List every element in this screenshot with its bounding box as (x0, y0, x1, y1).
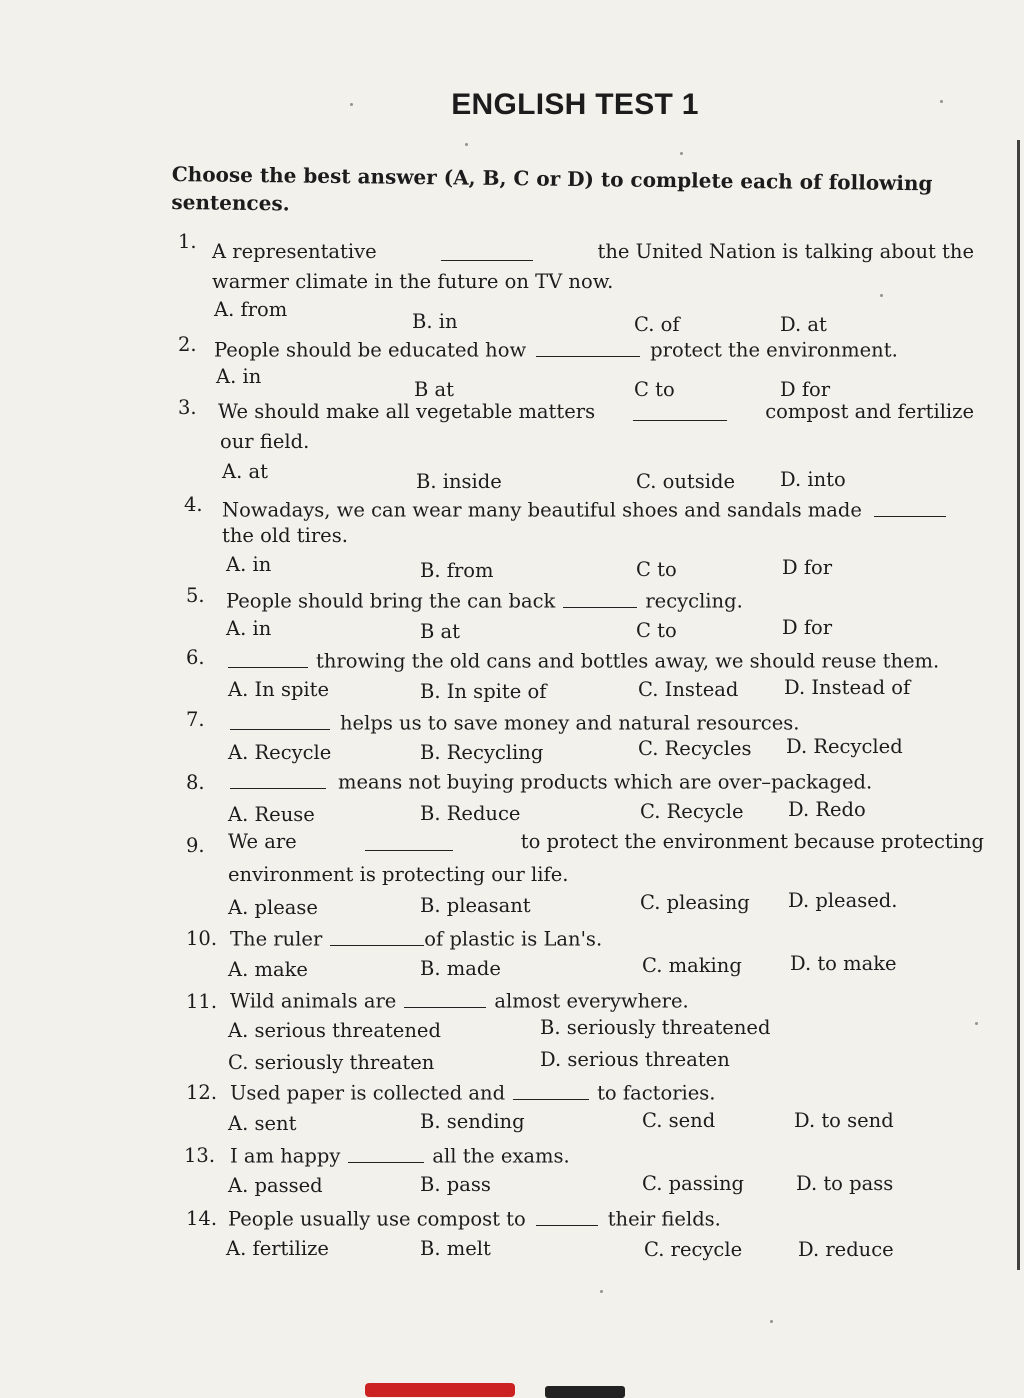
answer-blank (513, 1079, 589, 1100)
option-a: A. in (216, 365, 262, 388)
question-text: all the exams. (432, 1144, 570, 1168)
speck (600, 1290, 603, 1293)
option-b: B at (420, 620, 460, 643)
page-edge-rule (1017, 140, 1020, 1270)
answer-blank (404, 987, 486, 1008)
question-text: People usually use compost to (228, 1207, 526, 1231)
question-text: protect the environment. (650, 338, 898, 362)
question-text: to factories. (597, 1081, 716, 1105)
option-c: C. outside (636, 470, 736, 493)
instructions (171, 160, 992, 226)
question-text-line2: environment is protecting our life. (228, 863, 569, 886)
option-c: C. seriously threaten (228, 1051, 435, 1074)
speck (940, 100, 943, 103)
question-text: recycling. (645, 589, 743, 613)
option-d: D. Recycled (786, 735, 903, 758)
option-c: C. send (642, 1109, 716, 1132)
option-a: A. fertilize (226, 1237, 329, 1260)
instruction-line-1: Choose the best answer (A, B, C or D) to complete each of following (171, 161, 933, 196)
question-number: 6. (186, 646, 205, 669)
question-number: 11. (186, 990, 218, 1013)
question-number: 2. (178, 333, 197, 356)
question-text: We should make all vegetable matters (218, 400, 596, 423)
option-b: B. pass (420, 1173, 491, 1196)
option-a: A. Recycle (228, 741, 332, 764)
question-number: 13. (184, 1144, 216, 1167)
option-c: C. making (642, 954, 742, 977)
speck (680, 152, 683, 155)
option-b: B at (414, 378, 454, 401)
question-text: to protect the environment because protecting (520, 830, 984, 853)
question-number: 12. (186, 1081, 218, 1104)
option-a: A. passed (228, 1174, 323, 1197)
question-text: People should be educated how (214, 338, 527, 362)
option-d: D for (782, 616, 833, 639)
question-text: The ruler (230, 927, 323, 951)
question-text-line2: warmer climate in the future on TV now. (212, 270, 614, 293)
option-c: C to (636, 558, 677, 581)
option-c: C. Instead (638, 678, 739, 701)
question-text: Nowadays, we can wear many beautiful shoes and sandals made (222, 498, 862, 522)
option-b: B. In spite of (420, 680, 547, 703)
answer-blank (536, 1205, 598, 1226)
option-a: A. make (228, 958, 308, 981)
answer-blank (563, 587, 637, 608)
option-a: A. at (222, 460, 268, 483)
question-text: People should bring the can back (226, 589, 556, 613)
option-b: B. from (420, 559, 494, 582)
option-d: D. to pass (796, 1172, 894, 1195)
question-text: compost and fertilize (765, 400, 974, 423)
option-b: B. Reduce (420, 802, 521, 825)
option-a: A. in (226, 617, 272, 640)
option-a: A. in (226, 553, 272, 576)
question-text: I am happy (230, 1144, 341, 1168)
option-d: D. reduce (798, 1238, 894, 1261)
option-c: C to (636, 619, 677, 642)
question-text: throwing the old cans and bottles away, we should reuse them. (316, 649, 940, 673)
answer-blank (633, 400, 727, 421)
option-b: B. made (420, 957, 501, 980)
question-text: of plastic is Lan's. (424, 927, 603, 951)
option-d: D. serious threaten (540, 1048, 730, 1071)
answer-blank (365, 830, 453, 851)
question-text-line2: our field. (220, 430, 310, 453)
answer-blank (230, 768, 326, 789)
option-c: C. recycle (644, 1238, 743, 1261)
option-d: D. into (780, 468, 846, 491)
bottom-mark (545, 1386, 625, 1398)
option-d: D for (780, 378, 831, 401)
question-text: A representative (212, 240, 377, 263)
question-text: their fields. (607, 1207, 721, 1231)
instruction-line-2: sentences. (171, 189, 290, 216)
option-a: A. In spite (228, 678, 330, 701)
option-d: D. Redo (788, 798, 866, 821)
speck (770, 1320, 773, 1323)
option-d: D. pleased. (788, 889, 898, 912)
speck (465, 143, 468, 146)
option-a: A. sent (228, 1112, 297, 1135)
option-d: D. Instead of (784, 676, 911, 699)
answer-blank (441, 240, 533, 261)
option-d: D. to make (790, 952, 897, 975)
answer-blank (330, 925, 424, 946)
option-d: D for (782, 556, 833, 579)
option-a: A. Reuse (228, 803, 315, 826)
option-c: C to (634, 378, 675, 401)
option-a: A. serious threatened (228, 1019, 441, 1042)
question-number: 7. (186, 708, 205, 731)
option-b: B. sending (420, 1110, 525, 1133)
bottom-mark (365, 1383, 515, 1397)
option-b: B. inside (416, 470, 502, 493)
question-text-line2: the old tires. (222, 524, 348, 547)
answer-blank (228, 647, 308, 668)
option-c: C. of (634, 313, 680, 336)
question-number: 5. (186, 584, 205, 607)
speck (880, 294, 883, 297)
option-c: C. passing (642, 1172, 745, 1195)
speck (975, 1022, 978, 1025)
answer-blank (874, 496, 946, 517)
question-number: 10. (186, 927, 218, 950)
option-c: C. Recycles (638, 737, 752, 760)
option-a: A. please (228, 896, 318, 919)
question-text: Wild animals are (230, 989, 397, 1013)
page-title: ENGLISH TEST 1 (451, 88, 699, 121)
answer-blank (230, 709, 330, 730)
answer-blank (348, 1142, 424, 1163)
answer-blank (536, 336, 640, 357)
option-c: C. pleasing (640, 891, 750, 914)
question-text: almost everywhere. (494, 989, 689, 1013)
option-b: B. melt (420, 1237, 491, 1260)
question-number: 4. (184, 493, 203, 516)
option-a: A. from (214, 298, 288, 321)
option-d: D. to send (794, 1109, 894, 1132)
question-text: means not buying products which are over–packaged. (338, 770, 873, 794)
speck (350, 103, 353, 106)
option-b: B. pleasant (420, 894, 531, 917)
option-b: B. seriously threatened (540, 1016, 771, 1039)
question-text: helps us to save money and natural resources. (340, 711, 800, 735)
question-number: 3. (178, 396, 197, 419)
question-number: 1. (178, 230, 197, 253)
option-b: B. in (412, 310, 458, 333)
question-text: We are (228, 830, 297, 853)
question-number: 14. (186, 1207, 218, 1230)
option-b: B. Recycling (420, 741, 544, 764)
option-c: C. Recycle (640, 800, 744, 823)
question-number: 8. (186, 771, 205, 794)
question-number: 9. (186, 834, 205, 857)
question-text: the United Nation is talking about the (597, 240, 974, 263)
option-d: D. at (780, 313, 827, 336)
question-text: Used paper is collected and (230, 1081, 506, 1105)
